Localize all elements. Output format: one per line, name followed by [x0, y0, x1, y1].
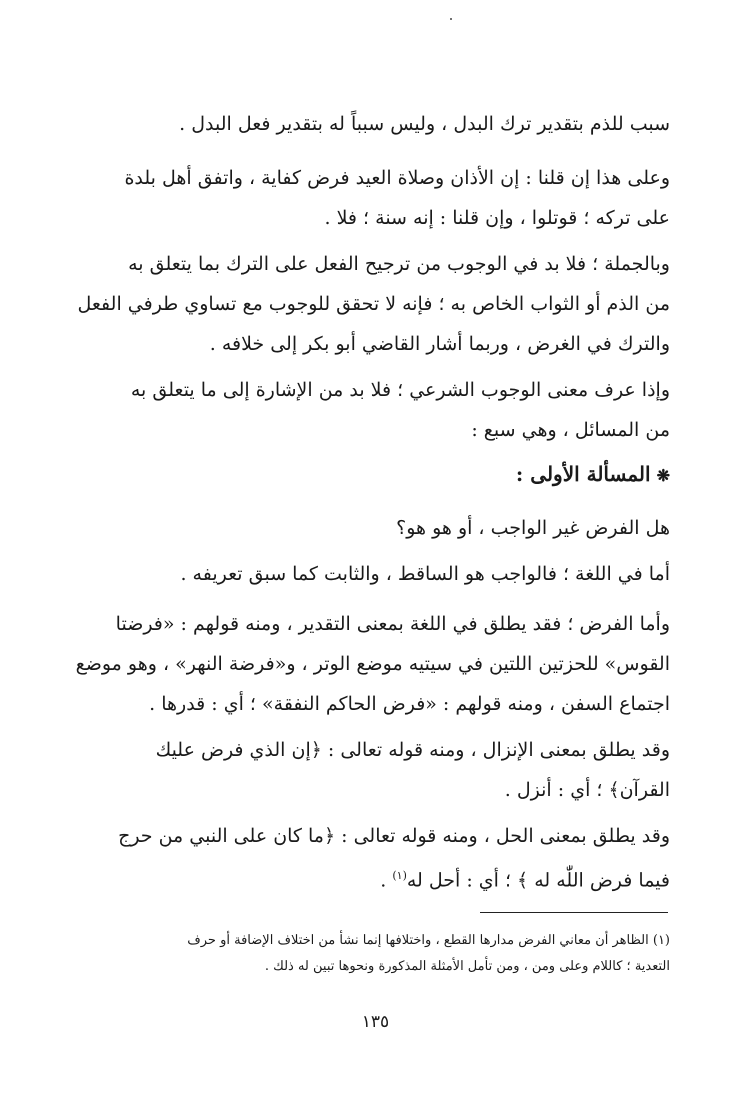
text-line: أما في اللغة ؛ فالواجب هو الساقط ، والثابت كما سبق تعريفه . — [180, 563, 670, 585]
text-line: وقد يطلق بمعنى الإنزال ، ومنه قوله تعالى : ﴿إن الذي فرض عليك — [155, 739, 670, 761]
text-fragment: . — [380, 869, 393, 892]
paragraph-5 — [96, 508, 670, 548]
text-line: القوس» للحزتين اللتين في سيتيه موضع الوتر ، و«فرضة النهر» ، وهو موضع — [75, 653, 670, 675]
text-line: القرآن﴾ ؛ أي : أنزل . — [504, 779, 670, 801]
text-line: وإذا عرف معنى الوجوب الشرعي ؛ فلا بد من الإشارة إلى ما يتعلق به — [130, 379, 670, 401]
text-line: هل الفرض غير الواجب ، أو هو هو؟ — [396, 517, 670, 539]
text-line: سبب للذم بتقدير ترك البدل ، وليس سبباً له بتقدير فعل البدل . — [179, 113, 670, 135]
paragraph-3 — [77, 244, 670, 364]
text-line: على تركه ؛ قوتلوا ، وإن قلنا : إنه سنة ؛ فلا . — [324, 207, 670, 229]
text-line: وأما الفرض ؛ فقد يطلق في اللغة بمعنى التقدير ، ومنه قولهم : «فرضتا — [115, 613, 670, 635]
paragraph-7 — [75, 604, 670, 724]
text-line: والترك في الغرض ، وربما أشار القاضي أبو بكر إلى خلافه . — [209, 333, 670, 355]
asterisk-icon: ❋ — [656, 466, 670, 485]
paragraph-4 — [96, 370, 670, 450]
printer-mark — [450, 18, 452, 20]
section-heading — [96, 454, 670, 496]
paragraph-9 — [96, 816, 670, 900]
text-line: من الذم أو الثواب الخاص به ؛ فإنه لا تحقق للوجوب مع تساوي طرفي الفعل — [77, 293, 670, 315]
paragraph-6 — [96, 554, 670, 594]
text-fragment: فيما فرض اللّٰه له ﴾ ؛ أي : أحل له — [406, 869, 670, 892]
text-line — [96, 856, 670, 900]
footnote-line: التعدية ؛ كاللام وعلى ومن ، ومن تأمل الأمثلة المذكورة ونحوها تبين له ذلك . — [264, 959, 670, 974]
text-line: وبالجملة ؛ فلا بد في الوجوب من ترجيح الفعل على الترك بما يتعلق به — [128, 253, 670, 275]
heading-text: المسألة الأولى : — [515, 462, 651, 486]
paragraph-2 — [96, 158, 670, 238]
paragraph-8 — [96, 730, 670, 810]
page-number: ١٣٥ — [361, 1012, 390, 1032]
footnote-line: (١) الظاهر أن معاني الفرض مدارها القطع ، واختلافها إنما نشأ من اختلاف الإضافة أو حرف — [187, 933, 670, 948]
footnote-ref: (١) — [392, 869, 407, 882]
text-line: وعلى هذا إن قلنا : إن الأذان وصلاة العيد فرض كفاية ، واتفق أهل بلدة — [124, 167, 670, 189]
text-line: اجتماع السفن ، ومنه قولهم : «فرض الحاكم النفقة» ؛ أي : قدرها . — [149, 693, 670, 715]
paragraph-1 — [96, 104, 670, 144]
footnote-divider — [480, 912, 668, 913]
footnote — [96, 928, 670, 980]
text-line: وقد يطلق بمعنى الحل ، ومنه قوله تعالى : ﴿ما كان على النبي من حرج — [118, 825, 670, 847]
text-line: من المسائل ، وهي سبع : — [471, 419, 670, 441]
